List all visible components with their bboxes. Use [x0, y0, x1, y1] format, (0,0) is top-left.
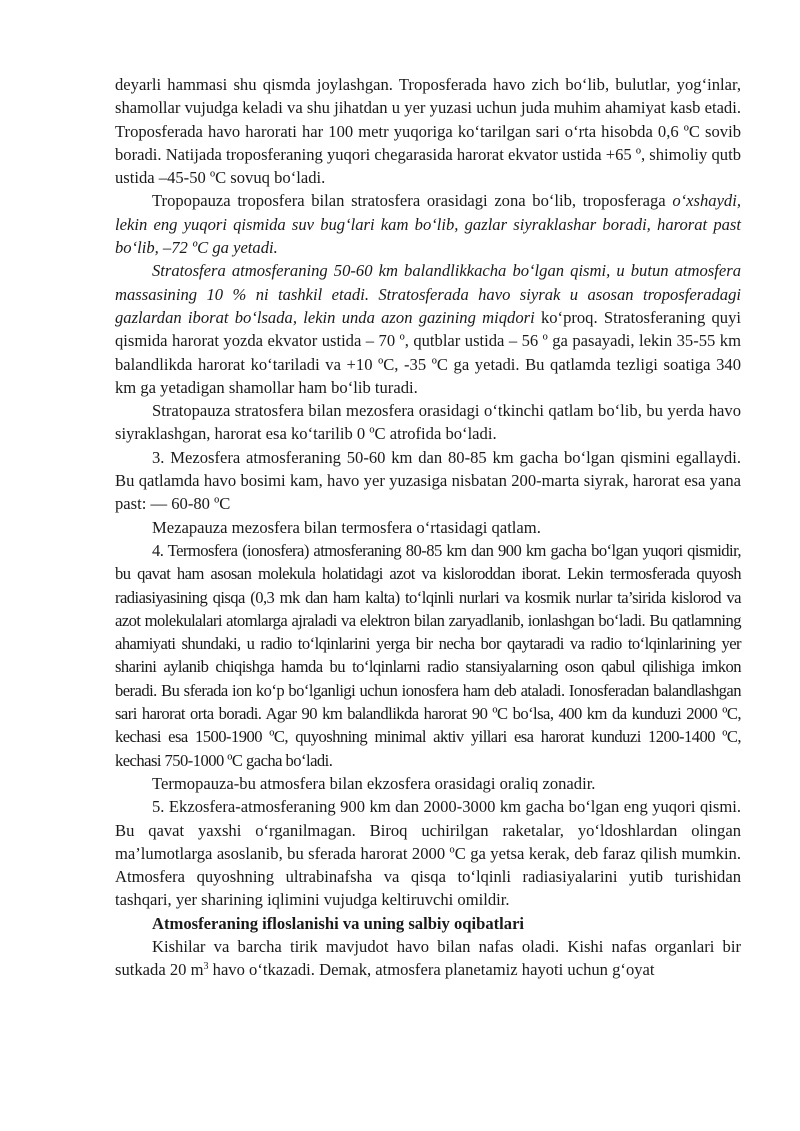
- air-breathing-text: Kishilar va barcha tirik mavjudot havo bilan nafas oladi. Kishi nafas organlari bir sutkada 20 m: [115, 936, 741, 980]
- paragraph-troposphere-continued: deyarli hammasi shu qismda joylashgan. Troposferada havo zich bo‘lib, bulutlar, yog‘inlar, shamollar vujudga keladi va shu jihatdan u yer yuzasi uchun juda muhim ahamiyat kasb etadi. Troposferada havo harorati har 100 metr yuqoriga ko‘tarilgan sari o‘rta hisobda 0,6 ºC sovib boradi. Natijada troposferaning yuqori chegarasida harorat ekvator ustida +65 º, shimoliy qutb ustida –45-50 ºC sovuq bo‘ladi.: [115, 75, 741, 188]
- paragraph-thermosphere: 4. Termosfera (ionosfera) atmosferaning 80-85 km dan 900 km gacha bo‘lgan yuqori qismidir, bu qavat ham asosan molekula holatidagi azot va kisloroddan iborat. Lekin termosferada quyosh radiasiyasining qisqa (0,3 mk dan ham kalta) to‘lqinli nurlari va kosmik nurlar ta’sirida kislorod va azot molekulalari atomlarga ajraladi va elektron bilan zaryadlanib, ionlashgan bo‘ladi. Bu qatlamning ahamiyati shundaki, u radio to‘lqinlarini yerga bir necha bor qaytaradi va radio to‘lqinlarining yer sharini aylanib chiqishga hamda bu to‘lqinlarni radio stansiyalarning oson qabul qilishiga imkon beradi. Bu sferada ion ko‘p bo‘lganligi uchun ionosfera ham deb ataladi. Ionosferadan balandlashgan sari harorat orta boradi. Agar 90 km balandlikda harorat 90 ºC bo‘lsa, 400 km da kunduzi 2000 ºC, kechasi esa 1500-1900 ºC, quyoshning minimal aktiv yillari esa harorat kunduzi 1200-1400 ºC, kechasi 750-1000 ºC gacha bo‘ladi.: [115, 540, 741, 770]
- tropopause-text: Tropopauza troposfera bilan stratosfera orasidagi zona bo‘lib, troposferaga: [152, 191, 673, 211]
- stratosphere-text: ko‘proq. Stratosferaning quyi qismida harorat yozda ekvator ustida – 70 º, qutblar ustida – 56 º ga pasayadi, lekin 35-55 km balandlikda harorat ko‘tariladi va +10 ºC, -35 ºC ga yetadi. Bu qatlamda tezligi soatiga 340 km ga yetadigan shamollar ham bo‘lib turadi.: [115, 307, 741, 397]
- paragraph-mesopause: Mezapauza mezosfera bilan termosfera o‘rtasidagi qatlam.: [152, 517, 541, 537]
- paragraph-stratosphere: [115, 259, 741, 399]
- cubic-superscript: 3: [203, 961, 209, 973]
- paragraph-exosphere: 5. Ekzosfera-atmosferaning 900 km dan 2000-3000 km gacha bo‘lgan eng yuqori qismi. Bu qavat yaxshi o‘rganilmagan. Biroq uchirilgan raketalar, yo‘ldoshlardan olingan ma’lumotlarga asoslanib, bu sferada harorat 2000 ºC ga yetsa kerak, deb faraz qilish mumkin. Atmosfera quyoshning ultrabinafsha va qisqa to‘lqinli radiasiyalarini yutib turishidan tashqari, yer sharining iqlimini vujudga keltiruvchi omildir.: [115, 797, 741, 910]
- paragraph-tropopause: [115, 189, 741, 259]
- air-breathing-text-end: havo o‘tkazadi. Demak, atmosfera planetamiz hayoti uchun g‘oyat: [208, 960, 655, 980]
- paragraph-air-breathing: [115, 935, 741, 982]
- stratosphere-italic-text: Stratosfera atmosferaning 50-60 km balandlikkacha bo‘lgan qismi, u butun atmosfera massasining 10 % ni tashkil etadi. Stratosferada havo siyrak u asosan troposferadagi gazlardan iborat bo‘lsada, lekin unda azon gazining miqdori: [115, 261, 741, 327]
- document-page: [115, 73, 741, 982]
- paragraph-stratopause: Stratopauza stratosfera bilan mezosfera orasidagi o‘tkinchi qatlam bo‘lib, bu yerda havo siyraklashgan, harorat esa ko‘tarilib 0 ºC atrofida bo‘ladi.: [115, 401, 741, 444]
- paragraph-thermopause: Termopauza-bu atmosfera bilan ekzosfera orasidagi oraliq zonadir.: [152, 773, 596, 793]
- paragraph-mesosphere: 3. Mezosfera atmosferaning 50-60 km dan 80-85 km gacha bo‘lgan qismini egallaydi. Bu qatlamda havo bosimi kam, havo yer yuzasiga nisbatan 200-marta siyrak, harorat esa yana past: — 60-80 ºC: [115, 447, 741, 514]
- section-heading: Atmosferaning ifloslanishi va uning salbiy oqibatlari: [152, 913, 525, 933]
- tropopause-italic-text: o‘xshaydi, lekin eng yuqori qismida suv bug‘lari kam bo‘lib, gazlar siyraklashar boradi, harorat past bo‘lib, –72 ºC ga yetadi.: [115, 191, 741, 258]
